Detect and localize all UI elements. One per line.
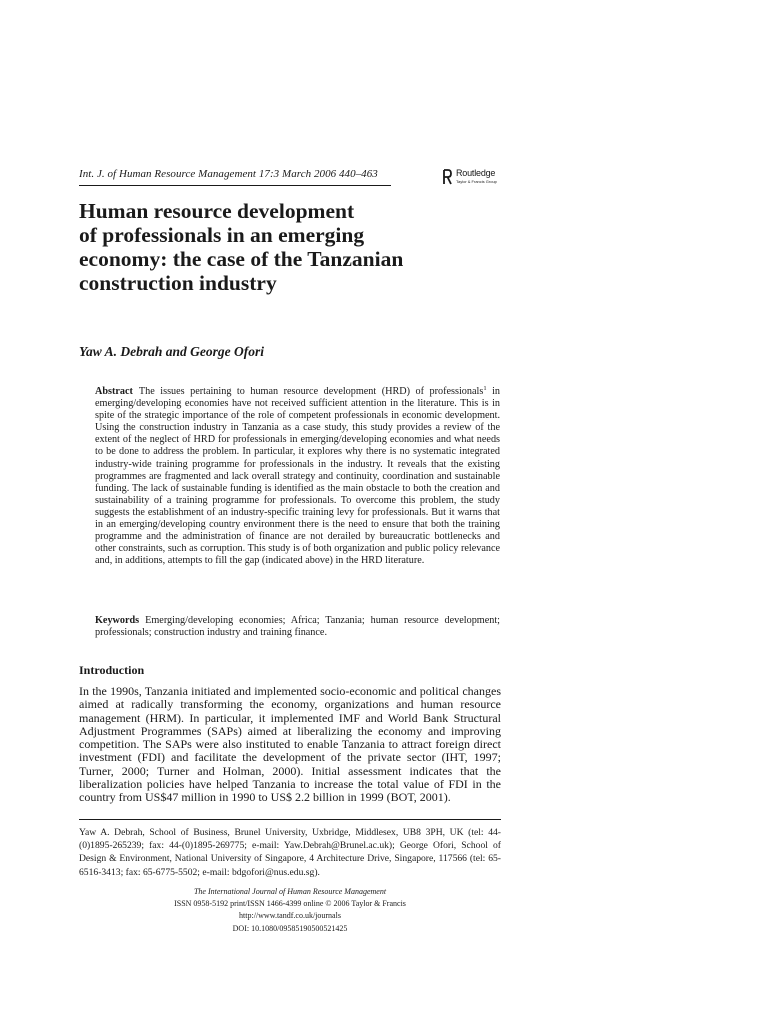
- routledge-logo-icon: [443, 169, 452, 185]
- journal-citation: Int. J. of Human Resource Management 17:3 March 2006 440–463: [79, 168, 378, 180]
- colophon-url: http://www.tandf.co.uk/journals: [239, 911, 341, 921]
- colophon: [79, 886, 501, 935]
- title-line: construction industry: [79, 271, 277, 295]
- title-line: of professionals in an emerging: [79, 223, 365, 247]
- publisher-logo: [443, 168, 503, 188]
- footnote-marker: 1: [483, 385, 487, 392]
- title-line: Human resource development: [79, 199, 355, 223]
- abstract-text-rest: in emerging/developing economies have not received sufficient attention in the literature. This is in spite of the strategic importance of the role of competent professionals in economic development. Using the construction industry in Tanzania as a case study, this study provides a review of the extent of the neglect of HRD for professionals in emerging/developing economies and what needs to be done to address the problem. In particular, it explores why there is no systematic integrated industry-wide training programme for professionals in the industry. It reveals that the existing programmes are fragmented and lack overall strategy and continuity, coordination and sustainable funding. The lack of sustainable funding is identified as the main obstacle to both the creation and sustainability of a training programme for professionals. To overcome this problem, the study suggests the establishment of an industry-specific training levy for professionals. But it warns that in an emerging/developing country environment there is the need to ensure that both the training programme and the administration of finance are not derailed by bureaucratic bottlenecks and other constraints, such as corruption. This study is of both organization and public policy relevance and, in additions, attempts to fill the gap (indicated above) in the HRD literature.: [95, 386, 500, 567]
- abstract: [95, 386, 500, 567]
- abstract-label: Abstract: [95, 386, 133, 397]
- abstract-text-start: The issues pertaining to human resource development (HRD) of professionals: [138, 386, 484, 397]
- footnote-rule: [79, 819, 501, 820]
- introduction-paragraph: In the 1990s, Tanzania initiated and implemented socio-economic and political changes aimed at radically transforming the economy, organizations and human resource management (HRM). In particular, it implemented IMF and World Bank Structural Adjustment Programmes (SAPs) aimed at liberalizing the economy and improving competition. The SAPs were also instituted to enable Tanzania to attract foreign direct investment (FDI) and facilitate the development of the private sector (IHT, 1997; Turner, 2000; Turner and Holman, 2000). Initial assessment indicates that the liberalization policies have helped Tanzania to increase the total value of FDI in the country from US$47 million in 1990 to US$ 2.2 billion in 1999 (BOT, 2001).: [79, 684, 501, 805]
- author-affiliations: Yaw A. Debrah, School of Business, Brunel University, Uxbridge, Middlesex, UB8 3PH, UK (tel: 44-(0)1895-265239; fax: 44-(0)1895-269775; e-mail: Yaw.Debrah@Brunel.ac.uk); George Ofori, School of Design & Environment, National University of Singapore, 4 Architecture Drive, Singapore, 117566 (tel: 65-6516-3413; fax: 65-6775-5502; e-mail: bdgofori@nus.edu.sg).: [79, 827, 501, 878]
- authors: Yaw A. Debrah and George Ofori: [79, 344, 265, 359]
- publisher-name: Routledge: [456, 168, 496, 178]
- colophon-doi: DOI: 10.1080/09585190500521425: [232, 923, 348, 933]
- title-line: economy: the case of the Tanzanian: [79, 247, 404, 271]
- header-rule: [79, 185, 391, 186]
- publisher-subtitle: Taylor & Francis Group: [456, 179, 497, 184]
- article-title: [79, 199, 499, 295]
- colophon-issn: ISSN 0958-5192 print/ISSN 1466-4399 online © 2006 Taylor & Francis: [174, 899, 406, 909]
- keywords-text: Emerging/developing economies; Africa; Tanzania; human resource development; professionals; construction industry and training finance.: [95, 615, 500, 639]
- introduction-heading: Introduction: [79, 663, 145, 677]
- keywords: [95, 615, 500, 639]
- keywords-label: Keywords: [95, 615, 140, 626]
- colophon-journal-name: The International Journal of Human Resource Management: [193, 887, 387, 896]
